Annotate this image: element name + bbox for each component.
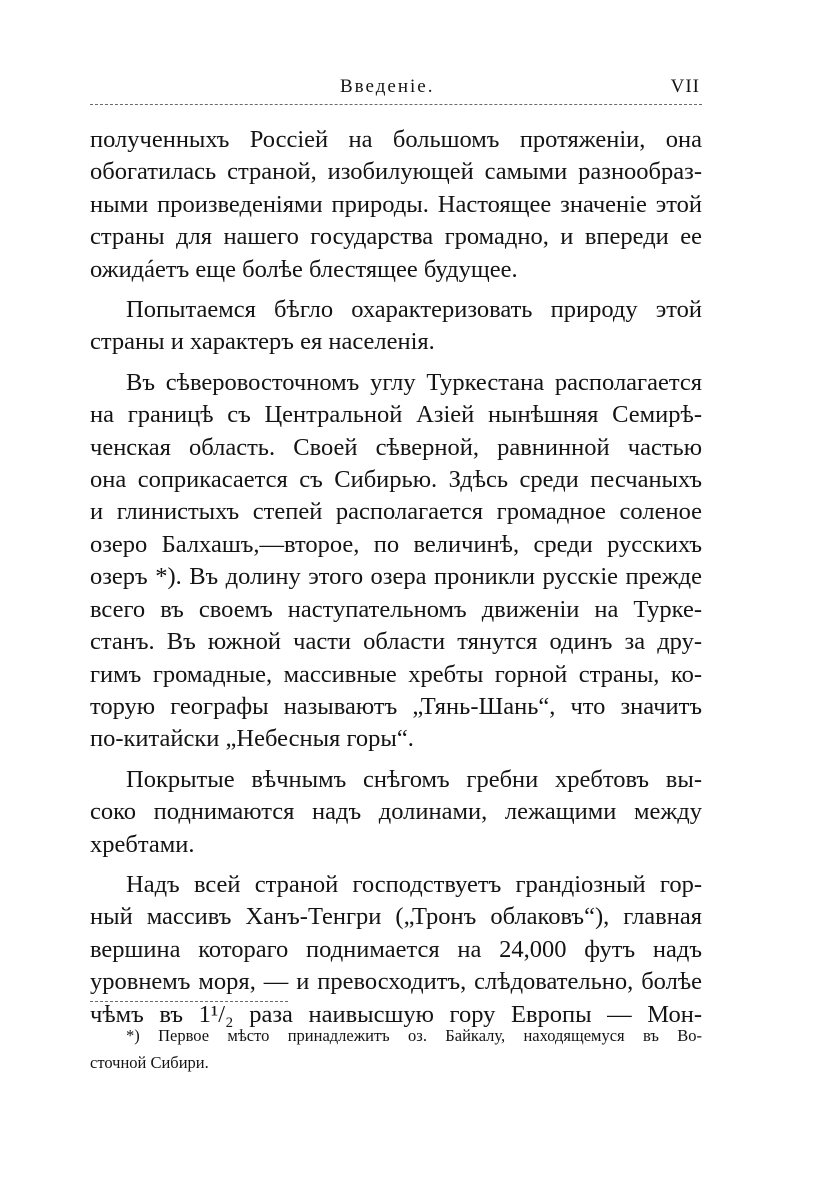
- footnote: [90, 1022, 702, 1076]
- text-line: ченская область. Своей сѣверной, равнинной частью: [90, 433, 702, 461]
- text-line: страны для нашего государства громадно, и впереди ее: [90, 223, 702, 251]
- body-text: [90, 124, 702, 1031]
- text-line: вершина котораго поднимается на 24,000 футъ надъ: [90, 935, 702, 963]
- paragraph: [90, 124, 702, 286]
- text-line: Покрытые вѣчнымъ снѣгомъ гребни хребтовъ вы-: [126, 765, 702, 793]
- text-line: ожидáетъ еще болѣе блестящее будущее.: [90, 255, 518, 283]
- footnote-line: *) Первое мѣсто принадлежитъ оз. Байкалу, находящемуся въ Во-: [126, 1026, 702, 1045]
- text-line: по-китайски „Небесныя горы“.: [90, 725, 414, 753]
- text-line: станъ. Въ южной части области тянутся одинъ за дру-: [90, 628, 702, 656]
- running-header: [90, 76, 702, 104]
- text-line: всего въ своемъ наступательномъ движенiи на Турке-: [90, 595, 702, 623]
- header-rule: [90, 104, 702, 105]
- text-line: торую географы называютъ „Тянь-Шань“, что значитъ: [90, 692, 702, 720]
- header-title: Введенiе.: [340, 76, 435, 97]
- paragraph: [90, 367, 702, 756]
- text-line: полученныхъ Россiей на большомъ протяженiи, она: [90, 126, 702, 153]
- text-line: озеръ *). Въ долину этого озера проникли русскiе прежде: [90, 563, 702, 591]
- text-line: хребтами.: [90, 830, 195, 858]
- text-line: чѣмъ въ 1¹/₂ раза наивысшую гору Европы — Мон-: [90, 1000, 702, 1028]
- text-line: Попытаемся бѣгло охарактеризовать природу этой: [126, 296, 702, 324]
- text-line: ными произведенiями природы. Настоящее значенiе этой: [90, 190, 702, 218]
- text-line: и глинистыхъ степей располагается громадное соленое: [90, 498, 702, 526]
- text-line: Въ сѣверовосточномъ углу Туркестана располагается: [126, 368, 702, 396]
- paragraph: [90, 294, 702, 359]
- paragraph: [90, 764, 702, 861]
- footnote-line: сточной Сибири.: [90, 1053, 209, 1072]
- text-line: она соприкасается съ Сибирью. Здѣсь среди песчаныхъ: [90, 466, 702, 494]
- text-line: гимъ громадные, массивные хребты горной страны, ко-: [90, 660, 702, 688]
- paragraph: [90, 869, 702, 1031]
- text-line: ный массивъ Ханъ-Тенгри („Тронъ облаковъ“), главная: [90, 903, 702, 931]
- text-line: на границѣ съ Центральной Азiей нынѣшняя Семирѣ-: [90, 401, 702, 429]
- text-line: обогатилась страной, изобилующей самыми разнообраз-: [90, 158, 702, 186]
- text-line: уровнемъ моря, — и превосходитъ, слѣдовательно, болѣе: [90, 968, 702, 996]
- text-line: соко поднимаются надъ долинами, лежащими между: [90, 798, 702, 826]
- text-line: страны и характеръ ея населенiя.: [90, 328, 435, 356]
- text-line: озеро Балхашъ,—второе, по величинѣ, среди русскихъ: [90, 530, 702, 558]
- text-line: Надъ всей страной господствуетъ грандiозный гор-: [126, 870, 702, 898]
- footnote-rule: [90, 1001, 288, 1002]
- page-number: VII: [670, 76, 700, 97]
